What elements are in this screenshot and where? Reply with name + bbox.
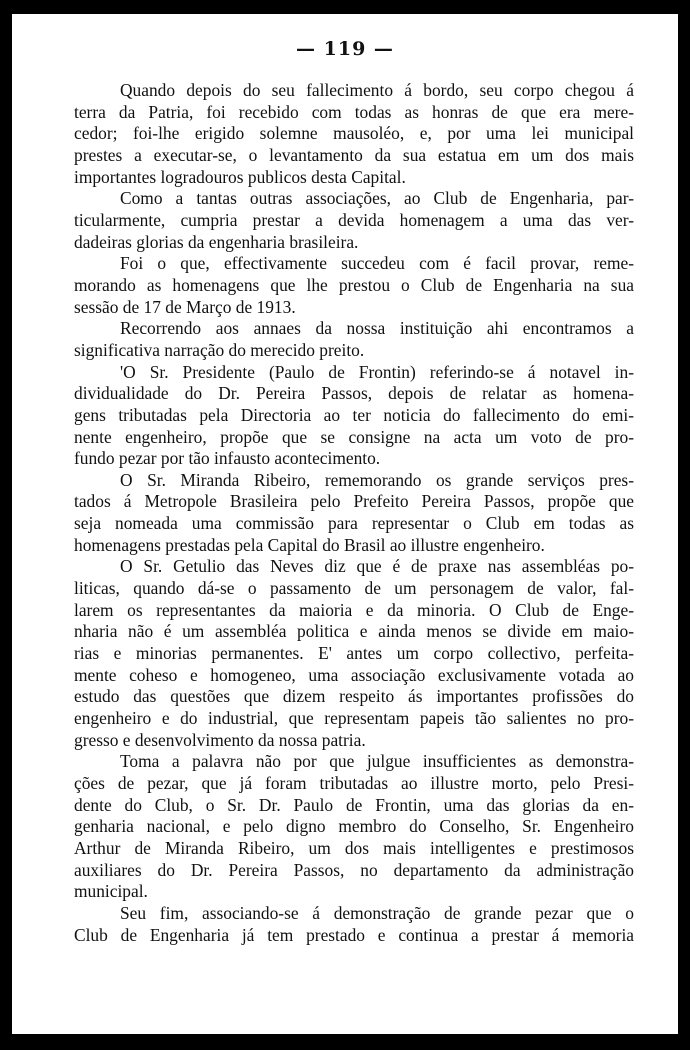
paragraph	[74, 253, 634, 318]
text-line: larem os representantes da maioria e da minoria. O Club de Enge-	[74, 599, 634, 620]
text-line: O Sr. Getulio das Neves diz que é de praxe nas assembléas po-	[120, 556, 634, 577]
text-line: gresso e desenvolvimento da nossa patria.	[74, 729, 366, 750]
text-line: Seu fim, associando-se á demonstração de grande pezar que o	[120, 902, 634, 923]
text-line: ções de pezar, que já foram tributadas ao illustre morto, pelo Presi-	[74, 773, 634, 793]
paragraph	[74, 362, 634, 470]
text-line: morando as homenagens que lhe prestou o Club de Engenharia na sua	[74, 274, 634, 295]
text-line: engenheiro e do industrial, que representam papeis tão salientes no pro-	[74, 708, 634, 729]
text-line: genharia nacional, e pelo digno membro do Conselho, Sr. Engenheiro	[74, 816, 634, 837]
document-page	[12, 14, 678, 1034]
paragraph	[74, 903, 634, 946]
paragraph	[74, 188, 634, 253]
text-line: mente coheso e homogeneo, uma associação exclusivamente votada ao	[74, 664, 634, 685]
paragraph	[74, 556, 634, 751]
text-line: Club de Engenharia já tem prestado e continua a prestar á memoria	[74, 924, 634, 945]
text-line: Quando depois do seu fallecimento á bordo, seu corpo chegou á	[120, 80, 634, 100]
text-line: cedor; foi-lhe erigido solemne mausoléo, e, por uma lei municipal	[74, 123, 634, 144]
text-line: dente do Club, o Sr. Dr. Paulo de Frontin, uma das glorias da en-	[74, 794, 634, 815]
text-line: nharia não é um assembléa politica e ainda menos se divide em maio-	[74, 621, 634, 642]
text-line: municipal.	[74, 881, 148, 902]
text-line: dadeiras glorias da engenharia brasileira.	[74, 231, 359, 252]
text-line: importantes logradouros publicos desta Capital.	[74, 166, 406, 187]
paragraph	[74, 80, 634, 188]
text-line: ticularmente, cumpria prestar a devida homenagem a uma das ver-	[74, 209, 634, 230]
text-line: dividualidade do Dr. Pereira Passos, depois de relatar as homena-	[74, 383, 634, 404]
text-line: seja nomeada uma commissão para representar o Club em todas as	[74, 513, 634, 534]
text-line: sessão de 17 de Março de 1913.	[74, 296, 296, 317]
text-line: 'O Sr. Presidente (Paulo de Frontin) referindo-se á notavel in-	[120, 361, 634, 382]
text-line: significativa narração do merecido preito.	[74, 339, 365, 360]
text-line: Foi o que, effectivamente succedeu com é facil provar, reme-	[120, 253, 634, 274]
text-line: liticas, quando dá-se o passamento de um personagem de valor, fal-	[74, 578, 634, 599]
text-line: auxiliares do Dr. Pereira Passos, no departamento da administração	[74, 859, 634, 880]
text-line: nente engenheiro, propõe que se consigne na acta um voto de pro-	[74, 426, 634, 447]
text-line: gens tributadas pela Directoria ao ter noticia do fallecimento do emi-	[74, 404, 634, 425]
text-line: fundo pezar por tão infausto acontecimento.	[74, 448, 381, 469]
page-number: — 119 —	[296, 38, 394, 60]
text-line: Toma a palavra não por que julgue insufficientes as demonstra-	[120, 751, 634, 772]
text-line: estudo das questões que dizem respeito ás importantes profissões do	[74, 686, 634, 707]
paragraph	[74, 318, 634, 361]
paragraph	[74, 470, 634, 557]
text-line: Arthur de Miranda Ribeiro, um dos mais intelligentes e prestimosos	[74, 837, 634, 858]
text-line: tados á Metropole Brasileira pelo Prefeito Pereira Passos, propõe que	[74, 491, 634, 512]
text-line: homenagens prestadas pela Capital do Brasil ao illustre engenheiro.	[74, 534, 545, 555]
body-text	[74, 80, 634, 946]
paragraph	[74, 751, 634, 903]
text-line: rias e minorias permanentes. E' antes um corpo collectivo, perfeita-	[74, 643, 634, 664]
text-line: O Sr. Miranda Ribeiro, rememorando os grande serviços pres-	[120, 469, 634, 490]
text-line: terra da Patria, foi recebido com todas as honras de que era mere-	[74, 101, 634, 122]
text-line: Como a tantas outras associações, ao Club de Engenharia, par-	[120, 188, 634, 209]
text-line: Recorrendo aos annaes da nossa instituição ahi encontramos a	[120, 318, 634, 339]
text-line: prestes a executar-se, o levantamento da sua estatua em um dos mais	[74, 144, 634, 165]
